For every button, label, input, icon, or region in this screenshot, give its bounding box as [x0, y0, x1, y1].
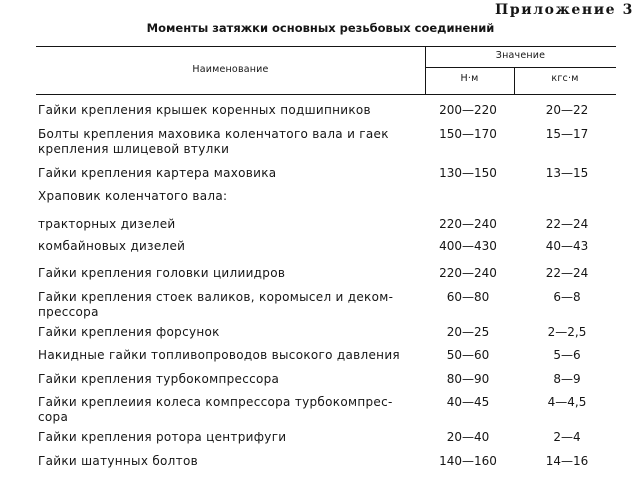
row-value-kgs: 20—22 [545, 103, 589, 117]
row-name: Храповик коленчатого вала: [38, 189, 228, 203]
header-value-rule [425, 67, 616, 68]
row-value-kgs: 6—8 [553, 290, 581, 304]
row-name: Накидные гайки топливопроводов высокого давления [38, 348, 400, 362]
row-name: Гайки крепления форсунок [38, 325, 220, 339]
row-name: комбайновых дизелей [38, 239, 186, 253]
row-value-nm: 40—45 [446, 395, 490, 409]
row-value-nm: 130—150 [439, 166, 497, 180]
row-value-nm: 50—60 [446, 348, 490, 362]
row-value-nm: 150—170 [439, 127, 497, 141]
row-value-nm: 20—40 [446, 430, 490, 444]
table-top-rule [36, 46, 616, 47]
header-unit-kgs: кгс·м [551, 73, 579, 84]
row-name: Гайки крепления турбокомпрессора [38, 372, 280, 386]
row-name: Гайки крепления ротора центрифуги [38, 430, 287, 444]
row-name: Болты крепления маховика коленчатого вала и гаек крепления шлицевой втулки [38, 127, 389, 156]
row-value-kgs: 22—24 [545, 266, 589, 280]
header-name: Наименование [192, 64, 269, 75]
row-value-nm: 220—240 [439, 266, 497, 280]
table-title: Моменты затяжки основных резьбовых соединений [146, 21, 495, 35]
row-value-kgs: 4—4,5 [547, 395, 587, 409]
row-value-nm: 140—160 [439, 454, 497, 468]
header-value-group: Значение [495, 50, 546, 61]
row-value-nm: 80—90 [446, 372, 490, 386]
row-name: Гайки крепления картера маховика [38, 166, 277, 180]
header-bottom-rule [36, 94, 616, 95]
row-name: Гайки крепления головки цилиидров [38, 266, 286, 280]
row-name: тракторных дизелей [38, 217, 176, 231]
row-value-kgs: 40—43 [545, 239, 589, 253]
appendix-label: Приложение 3 [495, 2, 634, 18]
row-value-nm: 400—430 [439, 239, 497, 253]
row-value-kgs: 22—24 [545, 217, 589, 231]
row-name: Гайки креплеиия колеса компрессора турбокомпрес-сора [38, 395, 393, 424]
row-name: Гайки крепления крышек коренных подшипников [38, 103, 371, 117]
row-value-kgs: 15—17 [545, 127, 589, 141]
row-value-nm: 20—25 [446, 325, 490, 339]
row-value-kgs: 2—2,5 [547, 325, 587, 339]
row-value-kgs: 8—9 [553, 372, 581, 386]
row-name: Гайки крепления стоек валиков, коромысел и деком-прессора [38, 290, 394, 319]
row-name: Гайки шатунных болтов [38, 454, 198, 468]
row-value-nm: 220—240 [439, 217, 497, 231]
row-value-nm: 200—220 [439, 103, 497, 117]
row-value-kgs: 14—16 [545, 454, 589, 468]
row-value-kgs: 13—15 [545, 166, 589, 180]
row-value-kgs: 2—4 [553, 430, 581, 444]
header-unit-nm: Н·м [460, 73, 479, 84]
row-value-kgs: 5—6 [553, 348, 581, 362]
row-value-nm: 60—80 [446, 290, 490, 304]
